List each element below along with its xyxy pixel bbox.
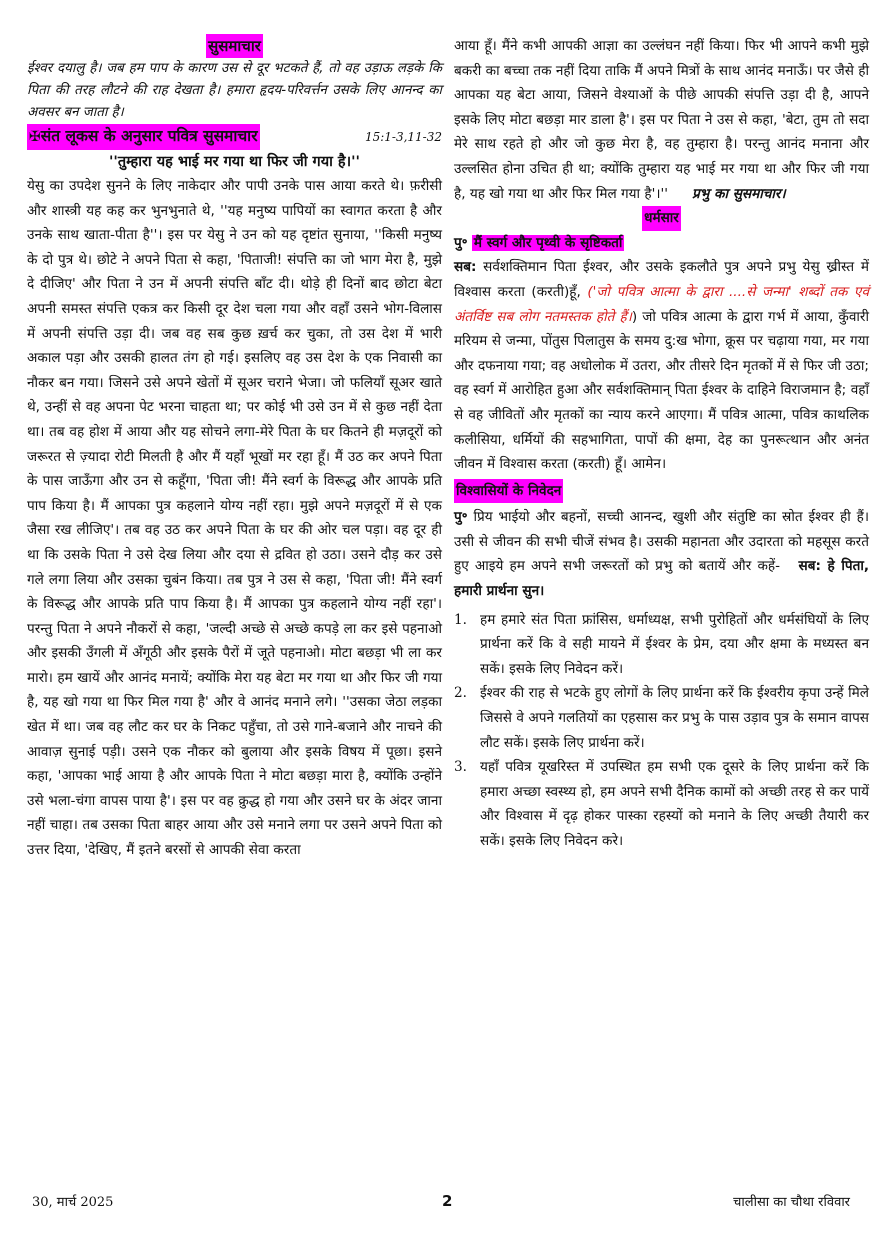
creed-instruction: ('जो पवित्र आत्मा के द्वारा ....से जन्मा' शब्दों तक एवं अंतर्विष्ट सब लोग नतमस्तक होते हैं। [454,283,869,325]
creed-priest-label: पु॰ [454,234,468,251]
footer-sunday-title: चालीसा का चौथा रविवार [733,1195,850,1210]
intercession-number: 1. [454,611,467,628]
page-footer [32,1192,850,1216]
right-column [454,34,869,854]
left-column [27,34,442,863]
creed-body [454,255,869,476]
intercession-number: 2. [454,685,467,702]
intercession-text: ईश्वर की राह से भटके हुए लोगों के लिए प्रार्थना करें कि ईश्वरीय कृपा उन्हें मिले जिससे वे अपने गलतियों का एहसास कर प्रभु के पास उड़ाव पुत्र के समान वापस लौट सकें। इसके लिए प्रार्थना करें। [480,685,869,751]
prayers-intro-block [454,505,869,603]
intercession-number: 3. [454,759,467,776]
intercession-item [454,681,869,755]
reading-header [27,124,442,150]
reading-closing: प्रभु का सुसमाचार। [691,185,786,202]
creed-heading: धर्मसार [642,206,681,231]
intercession-text: हम हमारे संत पिता फ्रांसिस, धर्माध्यक्ष, सभी पुरोहितों और धर्मसंघियों के लिए प्रार्थना करें कि वे सही मायने में ईश्वर के प्रेम, दया और क्षमा के मध्यस्त बन सकें। इसके लिए निवेदन करें। [480,611,869,677]
intercessions-list [454,608,869,854]
gospel-section-header [27,34,442,58]
prayers-section-header [454,479,869,504]
reading-text: येसु का उपदेश सुनने के लिए नाकेदार और पापी उनके पास आया करते थे। फ़रीसी और शास्त्री यह कह कर भुनभुनाते थे, ''यह मनुष्य पापियों का स्वागत करता है और उनके साथ खाता-पीता है''। इस पर येसु ने उन को यह दृष्टांत सुनाया, ''किसी मनुष्य के दो पुत्र थे। छोटे ने अपने पिता से कहा, 'पिताजी! संपत्ति का जो भाग मेरा है, मुझे दे दीजिए' और पिता ने उन में अपनी संपत्ति बाँट दी। थोड़े ही दिनों बाद छोटा बेटा अपनी समस्त संपत्ति एकत्र कर किसी दूर देश चला गया और वहाँ उसने भोग-विलास में अपनी संपत्ति उड़ा दी। जब वह सब कुछ ख़र्च कर चुका, तो उस देश में भारी अकाल पड़ा और उसकी हालत तंग हो गई। इसलिए वह उस देश के एक निवासी का नौकर बन गया। जिसने उसे अपने खेतों में सूअर चराने भेजा। जो फलियाँ सूअर खाते थे, उन्हीं से वह अपना पेट भरना चाहता था; पर कोई भी उसे उन में से कुछ नहीं देता था। तब वह होश में आया और यह सोचने लगा-मेरे पिता के घर कितने ही मज़दूरों को जरूरत से ज़्यादा रोटी मिलती है और मैं यहाँ भूखों मर रहा हूँ। मैं उठ कर अपने पिता के पास जाऊँगा और उन से कहूँगा, 'पिता जी! मैंने स्वर्ग के विरूद्ध और आपके प्रति पाप किया है। मैं आपका पुत्र कहलाने योग्य नहीं रहा। मुझे अपने मज़दूरों में से एक जैसा रख लीजिए'। तब वह उठ कर अपने पिता के घर की ओर चल पड़ा। वह दूर ही था कि उसके पिता ने उसे देख लिया और दया से द्रवित हो उठा। उसने दौड़ कर उसे गले लगा लिया और उसका चुबंन किया। तब पुत्र ने उस से कहा, 'पिता जी! मैंने स्वर्ग के विरूद्ध और आपके प्रति पाप किया है। मैं आपका पुत्र कहलाने योग्य नहीं रहा'। परन्तु पिता ने अपने नौकरों से कहा, 'जल्दी अच्छे से अच्छे कपड़े ला कर इसे पहनाओ और इसकी उँगली में अँगूठी और इसके पैरों में जूते पहनाओ। मोटा बछड़ा भी ला कर मारो। हम खायें और आनंद मनायें; क्योंकि मेरा यह बेटा मर गया था और फिर जी गया है, यह खो गया था फिर मिल गया है' और वे आनंद मनाने लगे। ''उसका जेठा लड़का खेत में था। जब वह लौट कर घर के निकट पहुँचा, तो उसे गाने-बजाने और नाचने की आवाज़ सुनाई पड़ी। उसने एक नौकर को बुलाया और इसके विषय में पूछा। इसने कहा, 'आपका भाई आया है और आपके पिता ने मोटा बछड़ा मारा है, क्योंकि उन्होंने उसे भला-चंगा वापस पाया है'। इस पर वह क्रुद्ध हो गया और उसने घर के अंदर जाना नहीं चाहा। तब उसका पिता बाहर आया और उसे मनाने लगा पर उसने अपने पिता को उत्तर दिया, 'देखिए, मैं इतने बरसों से आपकी सेवा करता [27,178,442,859]
page-number: 2 [442,1192,453,1210]
prayers-heading: विश्वासियों के निवेदन [454,479,563,504]
gospel-intro: ईश्वर दयालु है। जब हम पाप के कारण उस से दूर भटकते हैं, तो वह उड़ाऊ लड़के कि पिता की तरह लौटने की राह देखता है। हमारा हृदय-परिवर्त्तन उसके लिए आनन्द का अवसर बन जाता है। [27,61,442,120]
reading-continued-text: आया हूँ। मैंने कभी आपकी आज्ञा का उल्लंघन नहीं किया। फिर भी आपने कभी मुझे बकरी का बच्चा तक नहीं दिया ताकि मैं अपने मित्रों के साथ आनंद मनाऊँ। पर जैसे ही आपका यह बेटा आया, जिसने वेश्याओं के पीछे आपकी संपत्ति उड़ा दी है, आपने इसके लिए मोटा बछड़ा मार डाला है'। इस पर पिता ने उस से कहा, 'बेटा, तुम तो सदा मेरे साथ रहते हो और जो कुछ मेरा है, वह तुम्हारा है। परन्तु आनंद मनाना और उल्लसित होना उचित ही था; क्योंकि तुम्हारा यह भाई मर गया था और फिर जी गया है, यह खो गया था और फिर मिल गया है'।'' [454,38,869,202]
creed-text-1: सर्वशक्तिमान पिता ईश्वर, और उसके इकलौते पुत्र अपने प्रभु येसु ख्रीस्त में विश्वास करता (करती)हूँ, [454,259,869,300]
creed-all-label: सब: [454,259,477,276]
cross-icon: ✠ [29,129,41,145]
creed-priest-line [454,231,869,256]
reading-title-highlight [27,124,260,150]
reading-continued [454,34,869,206]
intercession-item [454,608,869,682]
reading-quote-title: ''तुम्हारा यह भाई मर गया था फिर जी गया है।'' [108,154,360,170]
prayers-intro: प्रिय भाईयो और बहनों, सच्ची आनन्द, खुशी और संतुष्टि का स्रोत ईश्वर ही हैं। उसी से जीवन की सभी चीजें संभव है। उसकी महानता और उदारता को महसूस करते हुए आइये हम अपने सभी जरूरतों को प्रभु को बतायें और कहें- [454,509,869,575]
gospel-heading: सुसमाचार [206,34,263,58]
prayers-response: सब: हे पिता, हमारी प्रार्थना सुन। [454,558,869,600]
reading-title: संत लूकस के अनुसार पवित्र सुसमाचार [40,127,258,145]
creed-section-header [454,206,869,231]
creed-priest-text: मैं स्वर्ग और पृथ्वी के सृष्टिकर्ता [473,234,623,251]
intercession-item [454,755,869,853]
prayers-priest-label: पु॰ [454,509,468,526]
creed-text-2: ) जो पवित्र आत्मा के द्वारा गर्भ में आया, कुँवारी मरियम से जन्मा, पोंतुस पिलातुस के समय दु:ख भोगा, क्रूस पर चढ़ाया गया, मर गया और दफनाया गया; वह अधोलोक में उतरा, और तीसरे दिन मृतकों में से फिर जी उठा; वह स्वर्ग में आरोहित हुआ और सर्वशक्तिमान् पिता ईश्वर के दाहिने विराजमान है; वहाँ से वह जीवितों और मृतकों का न्याय करने आएगा। मैं पवित्र आत्मा, पवित्र काथलिक कलीसिया, धर्मियों की सहभागिता, पापों की क्षमा, देह का पुनरूत्थान और अनंत जीवन में विश्वास करता (करती) हूँ। आमेन। [454,308,869,473]
intercession-text: यहाँ पवित्र यूखरिस्त में उपस्थित हम सभी एक दूसरे के लिए प्रार्थना करें कि हमारा अच्छा स्वस्थ्य हो, हम अपने सभी दैनिक कामों को अच्छी तरह से कर पायें और विश्वास में दृढ़ होकर पास्का रहस्यों को मनाने के लिए अच्छी तैयारी कर सकें। इसके लिए निवेदन करे। [480,759,869,849]
footer-date: 30, मार्च 2025 [32,1195,114,1210]
reading-reference: 15:1-3,11-32 [364,130,442,144]
